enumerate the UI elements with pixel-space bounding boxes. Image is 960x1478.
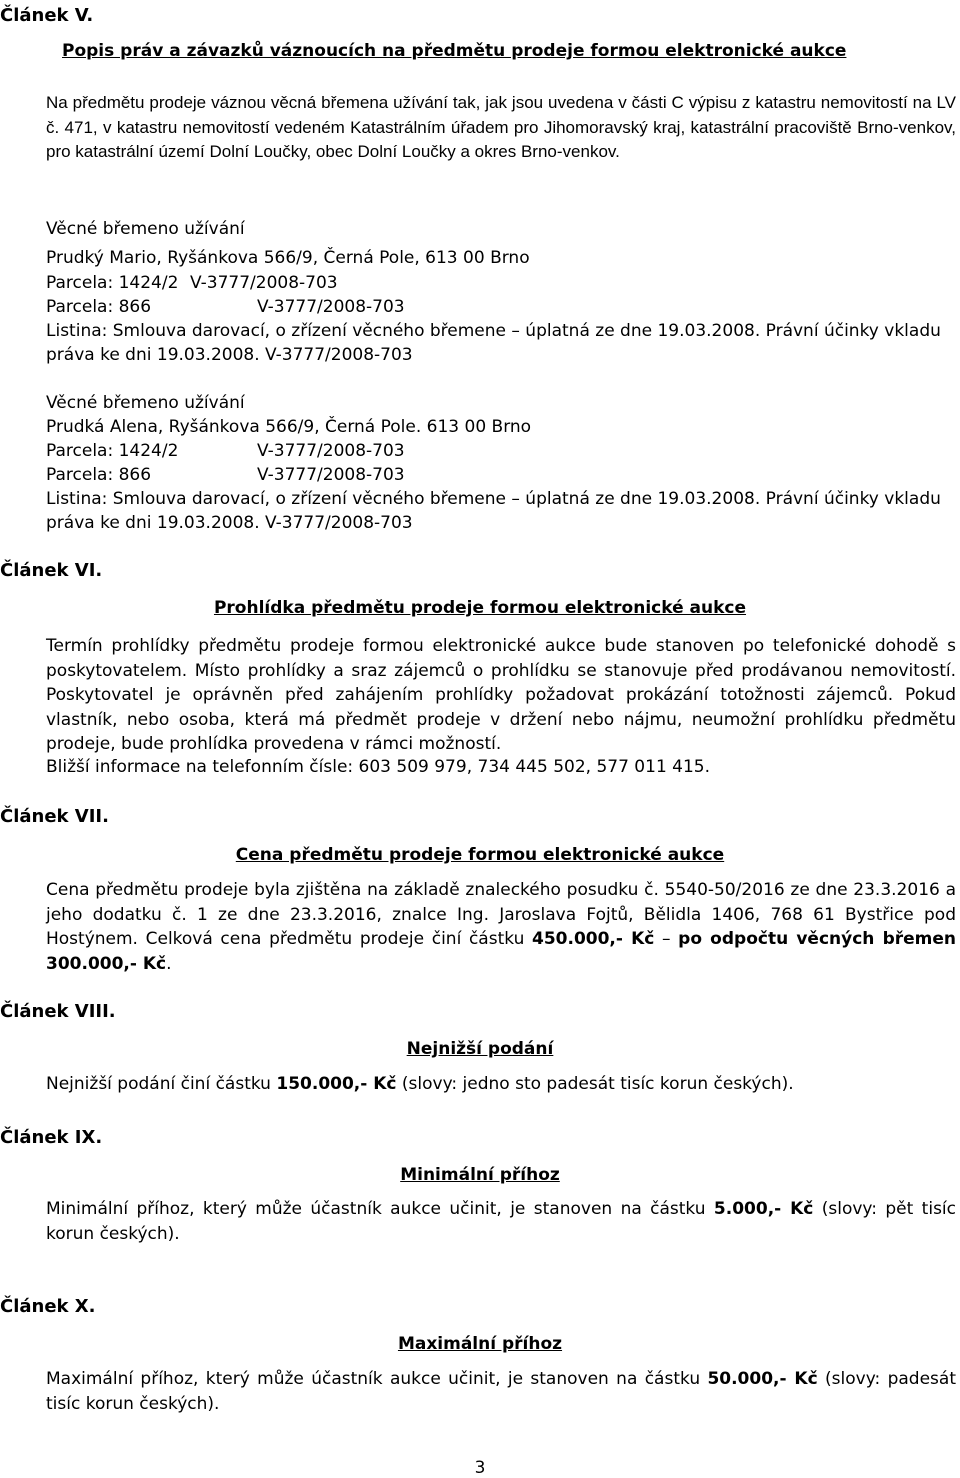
article-5-title: Popis práv a závazků váznoucích na předmětu prodeje formou elektronické aukce — [62, 41, 847, 61]
burden-1-type: Věcné břemeno užívání — [46, 219, 245, 239]
price-total: 450.000,- Kč — [532, 929, 655, 949]
burden-2-parcel-2-label: Parcela: 866 — [46, 465, 152, 485]
article-9-text — [46, 1197, 956, 1246]
page-number: 3 — [474, 1458, 486, 1478]
article-9-text-a: Minimální příhoz, který může účastník aukce učinit, je stanoven na částku — [46, 1199, 714, 1219]
article-6-contact: Bližší informace na telefonním čísle: 603 509 979, 734 445 502, 577 011 415. — [46, 757, 711, 777]
burden-2-listina: Listina: Smlouva darovací, o zřízení věcného břemene – úplatná ze dne 19.03.2008. Právní účinky vkladu — [46, 489, 941, 509]
burden-1-listina-cont: práva ke dni 19.03.2008. V-3777/2008-703 — [46, 345, 413, 365]
burden-2-person: Prudká Alena, Ryšánkova 566/9, Černá Pole. 613 00 Brno — [46, 417, 532, 437]
article-8-text — [46, 1074, 794, 1094]
article-7-text-b: – — [654, 929, 679, 949]
article-7-heading: Článek VII. — [0, 806, 109, 827]
article-9-heading: Článek IX. — [0, 1127, 103, 1148]
max-increment-amount: 50.000,- Kč — [707, 1369, 818, 1389]
article-6-heading: Článek VI. — [0, 560, 103, 581]
burden-1-person: Prudký Mario, Ryšánkova 566/9, Černá Pole, 613 00 Brno — [46, 248, 530, 268]
article-5-heading: Článek V. — [0, 5, 94, 26]
article-8-text-a: Nejnižší podání činí částku — [46, 1074, 277, 1094]
lowest-bid-amount: 150.000,- Kč — [276, 1074, 397, 1094]
price-net: po odpočtu věcných břemen 300.000,- Kč — [46, 929, 956, 974]
article-7-title: Cena předmětu prodeje formou elektronické aukce — [235, 845, 725, 865]
article-5-intro: Na předmětu prodeje váznou věcná břemena užívání tak, jak jsou uvedena v části C výpisu z katastru nemovitostí na LV č. 471, v katastru nemovitostí vedeném Katastrálním úřadem pro Jihomoravský kraj, katastrální pracoviště Brno-venkov, pro katastrální území Dolní Loučky, obec Dolní Loučky a okres Brno-venkov. — [46, 93, 956, 161]
article-10-text-b: (slovy: padesát tisíc korun českých). — [46, 1369, 956, 1414]
burden-1-parcel-1-ref: V-3777/2008-703 — [190, 273, 338, 293]
article-6-text: Termín prohlídky předmětu prodeje formou elektronické aukce bude stanoven po telefonické dohodě s poskytovatelem. Místo prohlídky a sraz zájemců o prohlídku se stanovuje před prodávanou nemovitostí. Poskytovatel je oprávněn před zahájením prohlídky požadovat prokázání totožnosti zájemců. Pokud vlastník, nebo osoba, která má předmět prodeje v držení nebo nájmu, neumožní prohlídku předmětu prodeje, bude prohlídka provedena v rámci možností. — [46, 636, 956, 754]
article-9-title: Minimální příhoz — [400, 1165, 560, 1185]
burden-1-listina: Listina: Smlouva darovací, o zřízení věcného břemene – úplatná ze dne 19.03.2008. Právní účinky vkladu — [46, 321, 941, 341]
burden-2-parcel-1-ref: V-3777/2008-703 — [257, 441, 405, 461]
article-8-text-b: (slovy: jedno sto padesát tisíc korun českých). — [396, 1074, 794, 1094]
article-7-text-a: Cena předmětu prodeje byla zjištěna na základě znaleckého posudku č. 5540-50/2016 ze dne 23.3.2016 a jeho dodatku č. 1 ze dne 23.3.2016, znalce Ing. Jaroslava Fojtů, Bělidla 1406, 768 61 Bystřice pod Hostýnem. Celková cena předmětu prodeje činí částku — [46, 880, 956, 949]
burden-1-parcel-2-ref: V-3777/2008-703 — [257, 297, 405, 317]
burden-2-type: Věcné břemeno užívání — [46, 393, 245, 413]
article-8-heading: Článek VIII. — [0, 1001, 116, 1022]
article-10-text — [46, 1367, 956, 1416]
article-10-title: Maximální příhoz — [397, 1334, 563, 1354]
burden-2-parcel-2-ref: V-3777/2008-703 — [257, 465, 405, 485]
min-increment-amount: 5.000,- Kč — [713, 1199, 814, 1219]
article-10-heading: Článek X. — [0, 1296, 96, 1317]
burden-1-parcel-1-label: Parcela: 1424/2 — [46, 273, 179, 293]
burden-2-listina-cont: práva ke dni 19.03.2008. V-3777/2008-703 — [46, 513, 413, 533]
article-8-title: Nejnižší podání — [406, 1039, 554, 1059]
article-7-text-c: . — [166, 953, 172, 974]
article-10-text-a: Maximální příhoz, který může účastník aukce učinit, je stanoven na částku — [46, 1369, 708, 1389]
article-9-text-b: (slovy: pět tisíc korun českých). — [46, 1199, 956, 1244]
article-7-text — [46, 878, 956, 976]
article-6-title: Prohlídka předmětu prodeje formou elektronické aukce — [213, 598, 747, 618]
burden-1-parcel-2-label: Parcela: 866 — [46, 297, 152, 317]
burden-2-parcel-1-label: Parcela: 1424/2 — [46, 441, 179, 461]
